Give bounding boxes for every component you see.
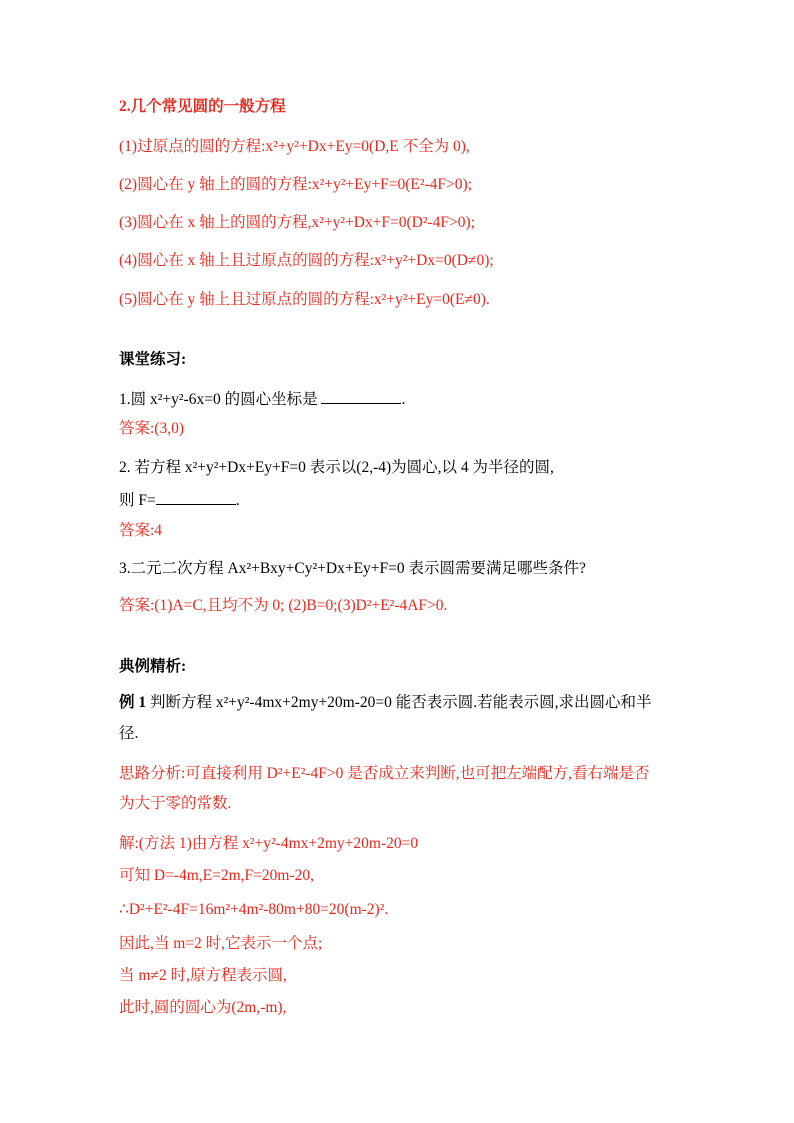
example-question-line2: 径. xyxy=(119,725,139,742)
practice-question-1 xyxy=(119,389,405,410)
analysis-line-2: 为大于零的常数. xyxy=(119,795,232,812)
section-title: 2.几个常见圆的一般方程 xyxy=(119,98,286,115)
question-1-text: 1.圆 x²+y²-6x=0 的圆心坐标是 xyxy=(119,391,318,408)
practice-question-2: 2. 若方程 x²+y²+Dx+Ey+F=0 表示以(2,-4)为圆心,以 4 为半径的圆, xyxy=(119,459,554,476)
solution-line-1: 解:(方法 1)由方程 x²+y²-4mx+2my+20m-20=0 xyxy=(119,835,419,852)
practice-question-2-line2 xyxy=(119,490,240,511)
answer-1: 答案:(3,0) xyxy=(119,420,185,437)
solution-line-4: 因此,当 m=2 时,它表示一个点; xyxy=(119,935,323,952)
example-label: 例 1 xyxy=(119,694,147,711)
solution-line-5: 当 m≠2 时,原方程表示圆, xyxy=(119,967,287,984)
circle-form-4: (4)圆心在 x 轴上且过原点的圆的方程:x²+y²+Dx=0(D≠0); xyxy=(119,252,494,269)
answer-2: 答案:4 xyxy=(119,522,163,539)
answer-blank-1 xyxy=(321,389,401,404)
circle-form-5: (5)圆心在 y 轴上且过原点的圆的方程:x²+y²+Ey=0(E≠0). xyxy=(119,291,490,308)
practice-heading: 课堂练习: xyxy=(119,351,187,368)
example-question-text: 判断方程 x²+y²-4mx+2my+20m-20=0 能否表示圆.若能表示圆,求出圆心和半 xyxy=(150,694,652,711)
analysis-line-1: 思路分析:可直接利用 D²+E²-4F>0 是否成立来判断,也可把左端配方,看右端是否 xyxy=(119,765,650,782)
example-question xyxy=(119,693,652,713)
circle-form-2: (2)圆心在 y 轴上的圆的方程:x²+y²+Ey+F=0(E²-4F>0); xyxy=(119,176,472,193)
answer-3: 答案:(1)A=C,且均不为 0; (2)B=0;(3)D²+E²-4AF>0. xyxy=(119,597,448,614)
question-1-end: . xyxy=(401,391,406,408)
question-2-end: . xyxy=(235,492,240,509)
example-heading: 典例精析: xyxy=(119,658,187,675)
question-2-text: 则 F= xyxy=(119,492,156,509)
solution-line-3: ∴D²+E²-4F=16m²+4m²-80m+80=20(m-2)². xyxy=(119,901,389,918)
solution-line-6: 此时,圆的圆心为(2m,-m), xyxy=(119,999,287,1016)
practice-question-3: 3.二元二次方程 Ax²+Bxy+Cy²+Dx+Ey+F=0 表示圆需要满足哪些条件? xyxy=(119,560,586,577)
circle-form-3: (3)圆心在 x 轴上的圆的方程,x²+y²+Dx+F=0(D²-4F>0); xyxy=(119,214,476,231)
answer-blank-2 xyxy=(156,490,236,505)
solution-line-2: 可知 D=-4m,E=2m,F=20m-20, xyxy=(119,867,314,884)
circle-form-1: (1)过原点的圆的方程:x²+y²+Dx+Ey=0(D,E 不全为 0), xyxy=(119,138,470,155)
